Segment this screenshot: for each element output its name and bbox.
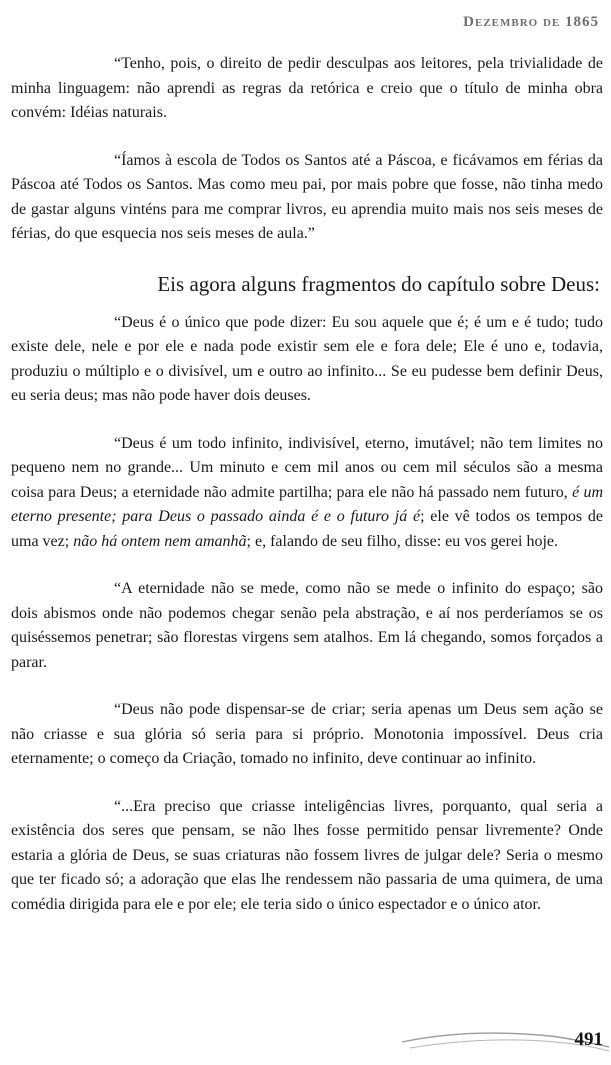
paragraph-4-text-1: “Deus é um todo infinito, indivisível, eterno, imutável; não tem limites no pequeno nem no grande... Um minuto e cem mil anos ou cem mil séculos são a mesma coisa para Deus; a eternidade não admite partilha; para ele não há passado nem futuro, [11,434,603,501]
paragraph-4 [11,432,603,555]
page-body [11,52,603,917]
paragraph-3: “Deus é o único que pode dizer: Eu sou aquele que é; é um e é tudo; tudo existe dele, nele e por ele e nada pode existir sem ele e fora dele; Ele é uno e, todavia, produziu o múltiplo e o divisível, um e outro ao infinito... Se eu pudesse bem definir Deus, eu seria deus; mas não pode haver dois deuses. [11,313,603,404]
running-header: Dezembro de 1865 [463,14,599,30]
paragraph-5: “A eternidade não se mede, como não se mede o infinito do espaço; são dois abismos onde não podemos chegar senão pela abstração, e aí nos perderíamos se os quiséssemos penetrar; são florestas virgens sem atalhos. Em lá chegando, somos forçados a parar. [11,580,603,671]
page-number: 491 [574,1029,603,1050]
paragraph-4-italic-2: não há ontem nem amanhã [73,532,247,550]
paragraph-4-text-3: ; e, falando de seu filho, disse: eu vos gerei hoje. [246,532,558,550]
paragraph-2: “Íamos à escola de Todos os Santos até a Páscoa, e ficávamos em férias da Páscoa até Todos os Santos. Mas como meu pai, por mais pobre que fosse, não tinha medo de gastar alguns vinténs para me comprar livros, eu aprendia muito mais nos seis meses de férias, do que esquecia nos seis meses de aula.” [11,151,603,242]
paragraph-4-italic-1: é um eterno presente; para Deus o passado ainda é e o futuro já é [11,483,603,525]
paragraph-6: “Deus não pode dispensar-se de criar; seria apenas um Deus sem ação se não criasse e sua glória só seria para si próprio. Monotonia impossível. Deus cria eternamente; o começo da Criação, tomado no infinito, deve continuar ao infinito. [11,701,603,767]
paragraph-1: “Tenho, pois, o direito de pedir desculpas aos leitores, pela trivialidade de minha linguagem: não aprendi as regras da retórica e creio que o título de minha obra convém: Idéias naturais. [11,55,603,121]
section-subheading: Eis agora alguns fragmentos do capítulo sobre Deus: [157,271,600,296]
paragraph-7: “...Era preciso que criasse inteligências livres, porquanto, qual seria a existência dos seres que pensam, se não lhes fosse permitido pensar livremente? Onde estaria a glória de Deus, se suas criaturas não fossem livres de julgar dele? Seria o mesmo que ter ficado só; a adoração que elas lhe rendessem não passaria de uma quimera, de uma comédia dirigida para ele e por ele; ele teria sido o único espectador e o único ator. [11,797,603,913]
paragraph-4-text-2: ; ele vê todos os tempos de uma vez; [11,508,604,550]
